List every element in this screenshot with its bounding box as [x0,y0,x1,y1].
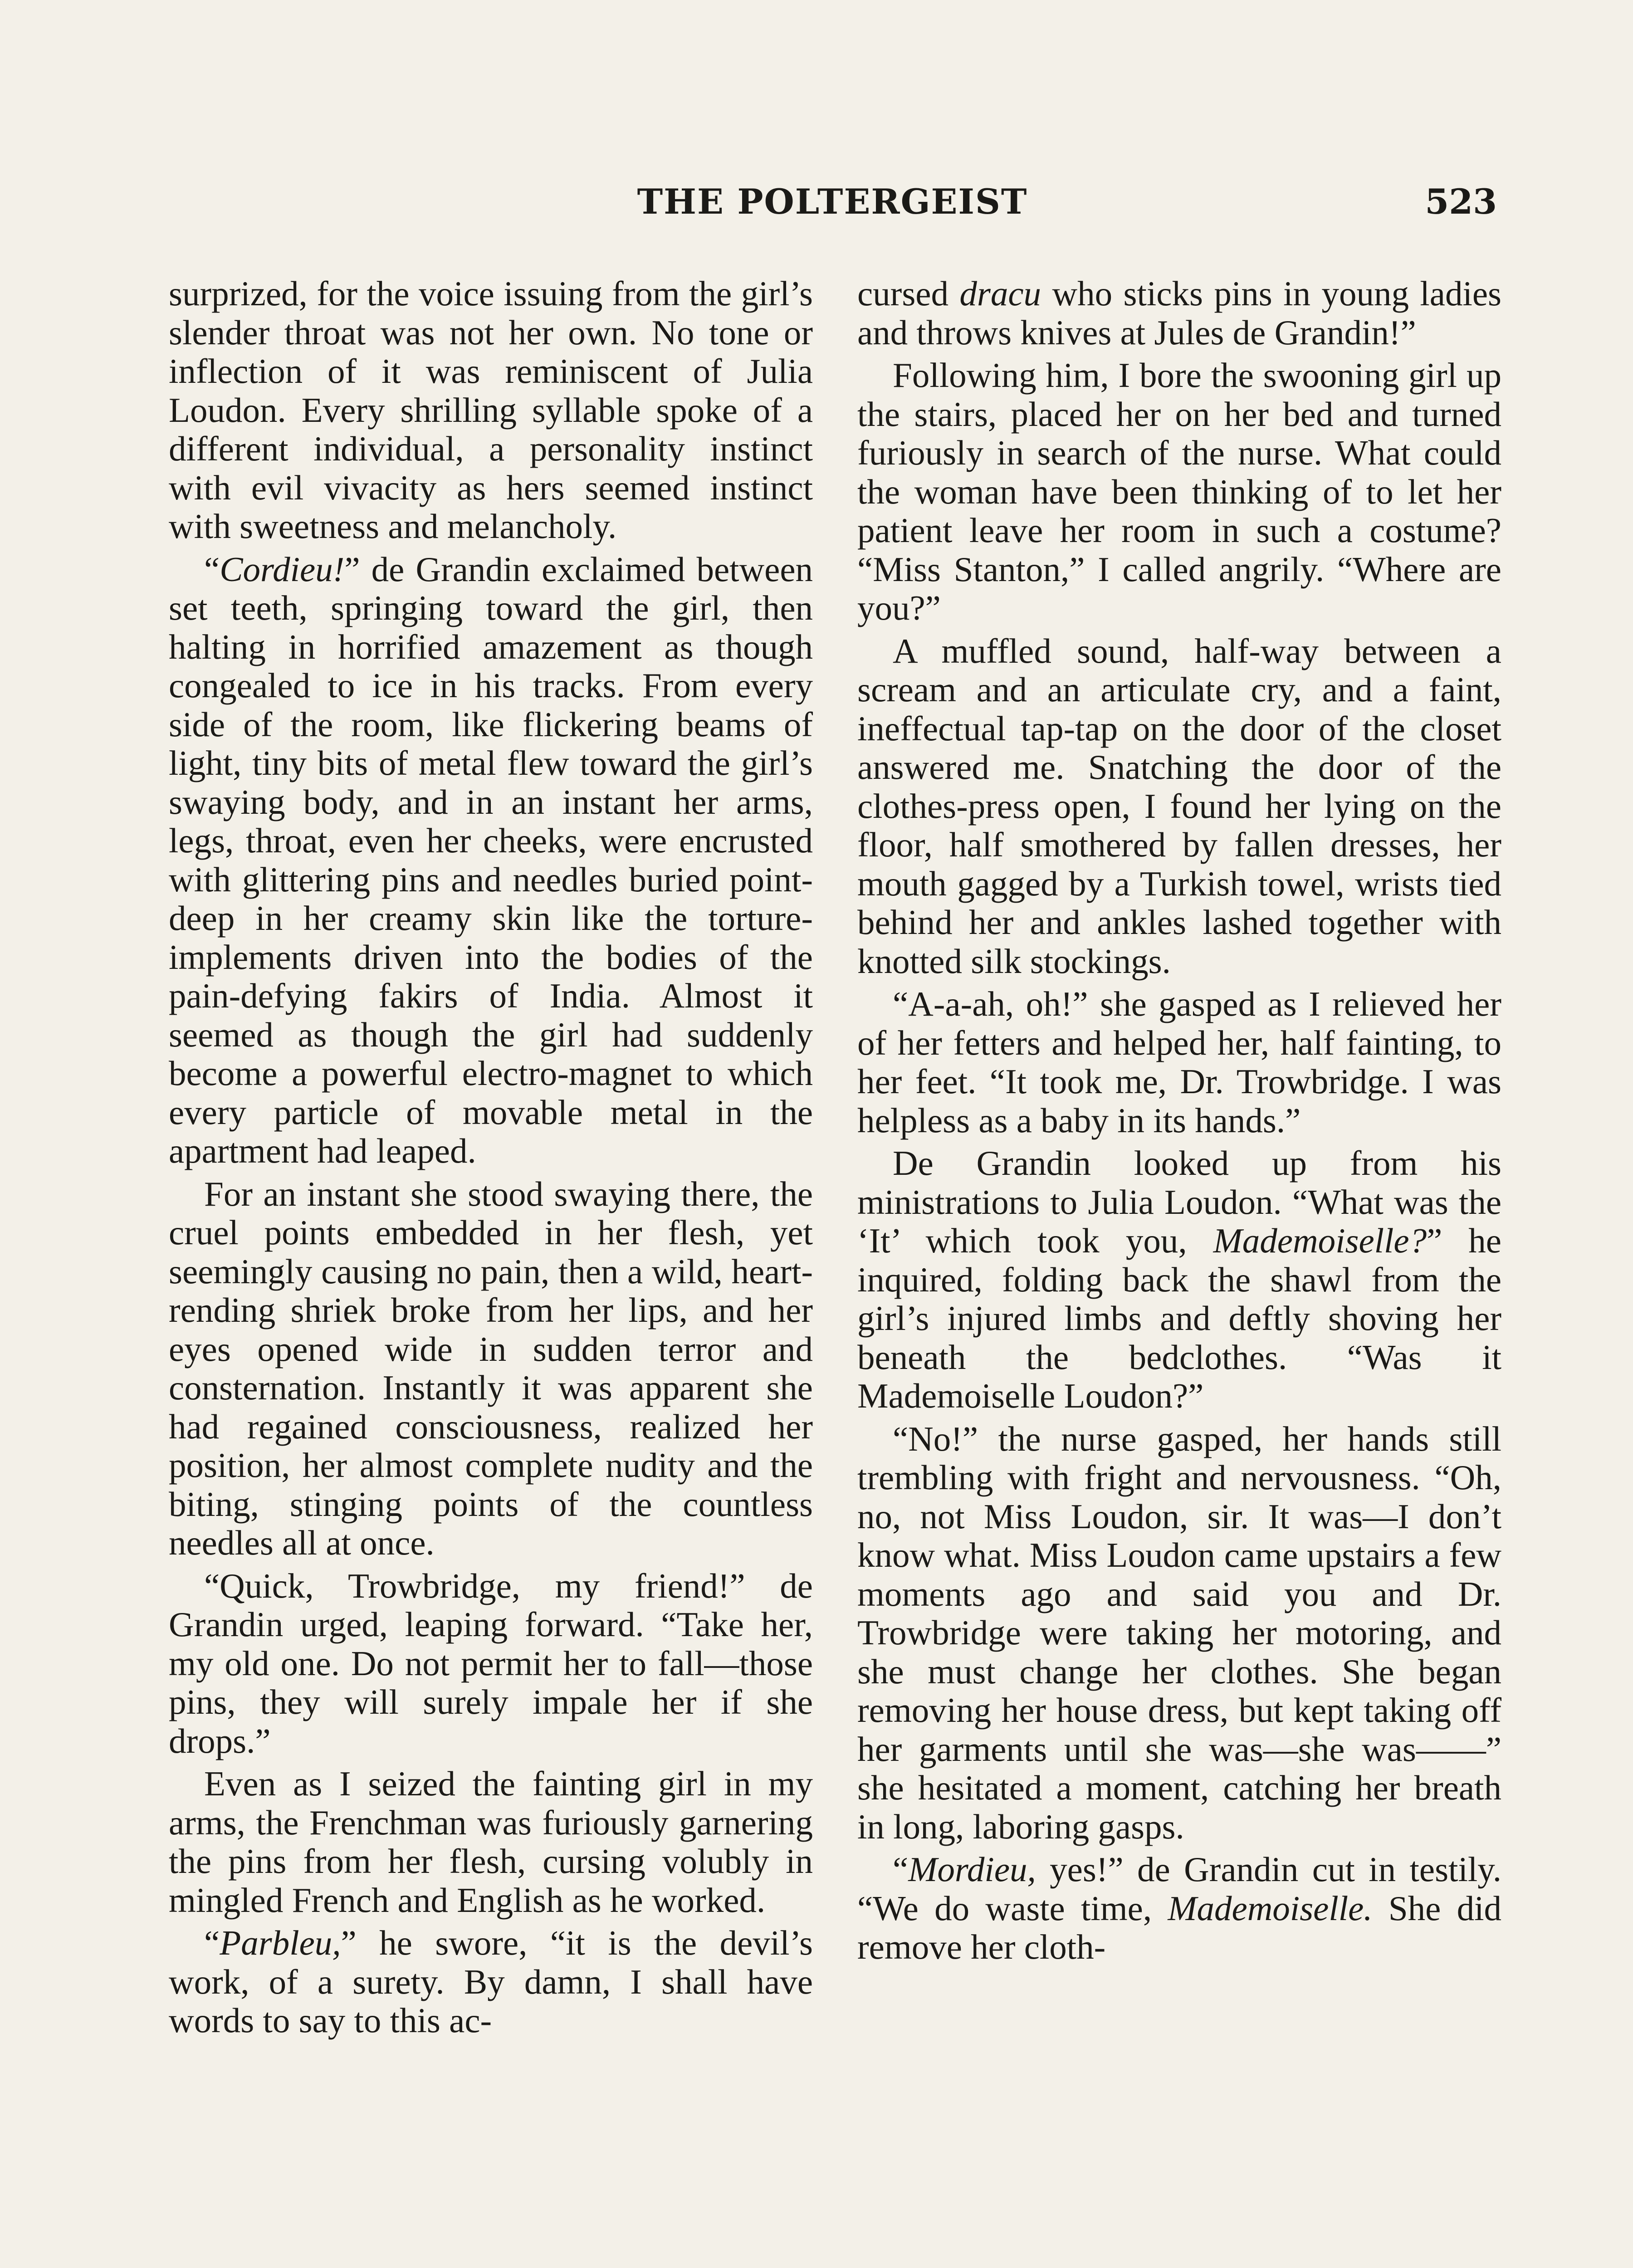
running-title: THE POLTERGEIST [637,181,1028,222]
right-column [857,274,1501,1971]
page-number: 523 [1425,181,1497,222]
paragraph: For an instant she stood swaying there, the cruel points embedded in her flesh, yet seemingly causing no pain, then a wild, heart-rending shriek broke from her lips, and her eyes opened wide in sudden terror and consternation. Instantly it was apparent she had regained consciousness, realized her position, her almost complete nudity and the biting, stinging points of the countless needles all at once. [169,1174,813,1562]
left-column [169,274,813,2044]
paragraph: “Mordieu, yes!” de Grandin cut in testily. “We do waste time, Mademoiselle. She did remove her cloth- [857,1850,1501,1966]
paragraph: “Quick, Trowbridge, my friend!” de Grandin urged, leaping forward. “Take her, my old one. Do not permit her to fall—those pins, they will surely impale her if she drops.” [169,1566,813,1760]
paragraph: “No!” the nurse gasped, her hands still trembling with fright and nervousness. “Oh, no, not Miss Loudon, sir. It was—I don’t know what. Miss Loudon came upstairs a few moments ago and said you and Dr. Trowbridge were taking her motoring, and she must change her clothes. She began removing her house dress, but kept taking off her garments until she was—she was——” she hesitated a moment, catching her breath in long, laboring gasps. [857,1419,1501,1846]
paragraph: “Parbleu,” he swore, “it is the devil’s work, of a surety. By damn, I shall have words to say to this ac- [169,1923,813,2040]
paragraph: De Grandin looked up from his ministrations to Julia Loudon. “What was the ‘It’ which took you, Mademoiselle?” he inquired, folding back the shawl from the girl’s injured limbs and deftly shoving her beneath the bedclothes. “Was it Mademoiselle Loudon?” [857,1144,1501,1415]
paragraph: Even as I seized the fainting girl in my arms, the Frenchman was furiously garnering the pins from her flesh, cursing volubly in mingled French and English as he worked. [169,1764,813,1920]
paragraph: “A-a-ah, oh!” she gasped as I relieved her of her fetters and helped her, half fainting, to her feet. “It took me, Dr. Trowbridge. I was helpless as a baby in its hands.” [857,984,1501,1140]
paragraph: “Cordieu!” de Grandin exclaimed between set teeth, springing toward the girl, then halting in horrified amazement as though congealed to ice in his tracks. From every side of the room, like flickering beams of light, tiny bits of metal flew toward the girl’s swaying body, and in an instant her arms, legs, throat, even her cheeks, were encrusted with glittering pins and needles buried point-deep in her creamy skin like the torture-implements driven into the bodies of the pain-defying fakirs of India. Almost it seemed as though the girl had suddenly become a powerful electro-magnet to which every particle of movable metal in the apartment had leaped. [169,549,813,1170]
paragraph: A muffled sound, half-way between a scream and an articulate cry, and a faint, ineffectual tap-tap on the door of the closet answered me. Snatching the door of the clothes-press open, I found her lying on the floor, half smothered by fallen dresses, her mouth gagged by a Turkish towel, wrists tied behind her and ankles lashed together with knotted silk stockings. [857,631,1501,981]
paragraph: Following him, I bore the swooning girl up the stairs, placed her on her bed and turned furiously in search of the nurse. What could the woman have been thinking of to let her patient leave her room in such a costume? “Miss Stanton,” I called angrily. “Where are you?” [857,356,1501,627]
paragraph: cursed dracu who sticks pins in young ladies and throws knives at Jules de Grandin!” [857,274,1501,352]
running-head [168,181,1497,236]
paragraph: surprized, for the voice issuing from the girl’s slender throat was not her own. No tone or inflection of it was reminiscent of Julia Loudon. Every shrilling syllable spoke of a different individual, a personality instinct with evil vivacity as hers seemed instinct with sweetness and melancholy. [169,274,813,546]
